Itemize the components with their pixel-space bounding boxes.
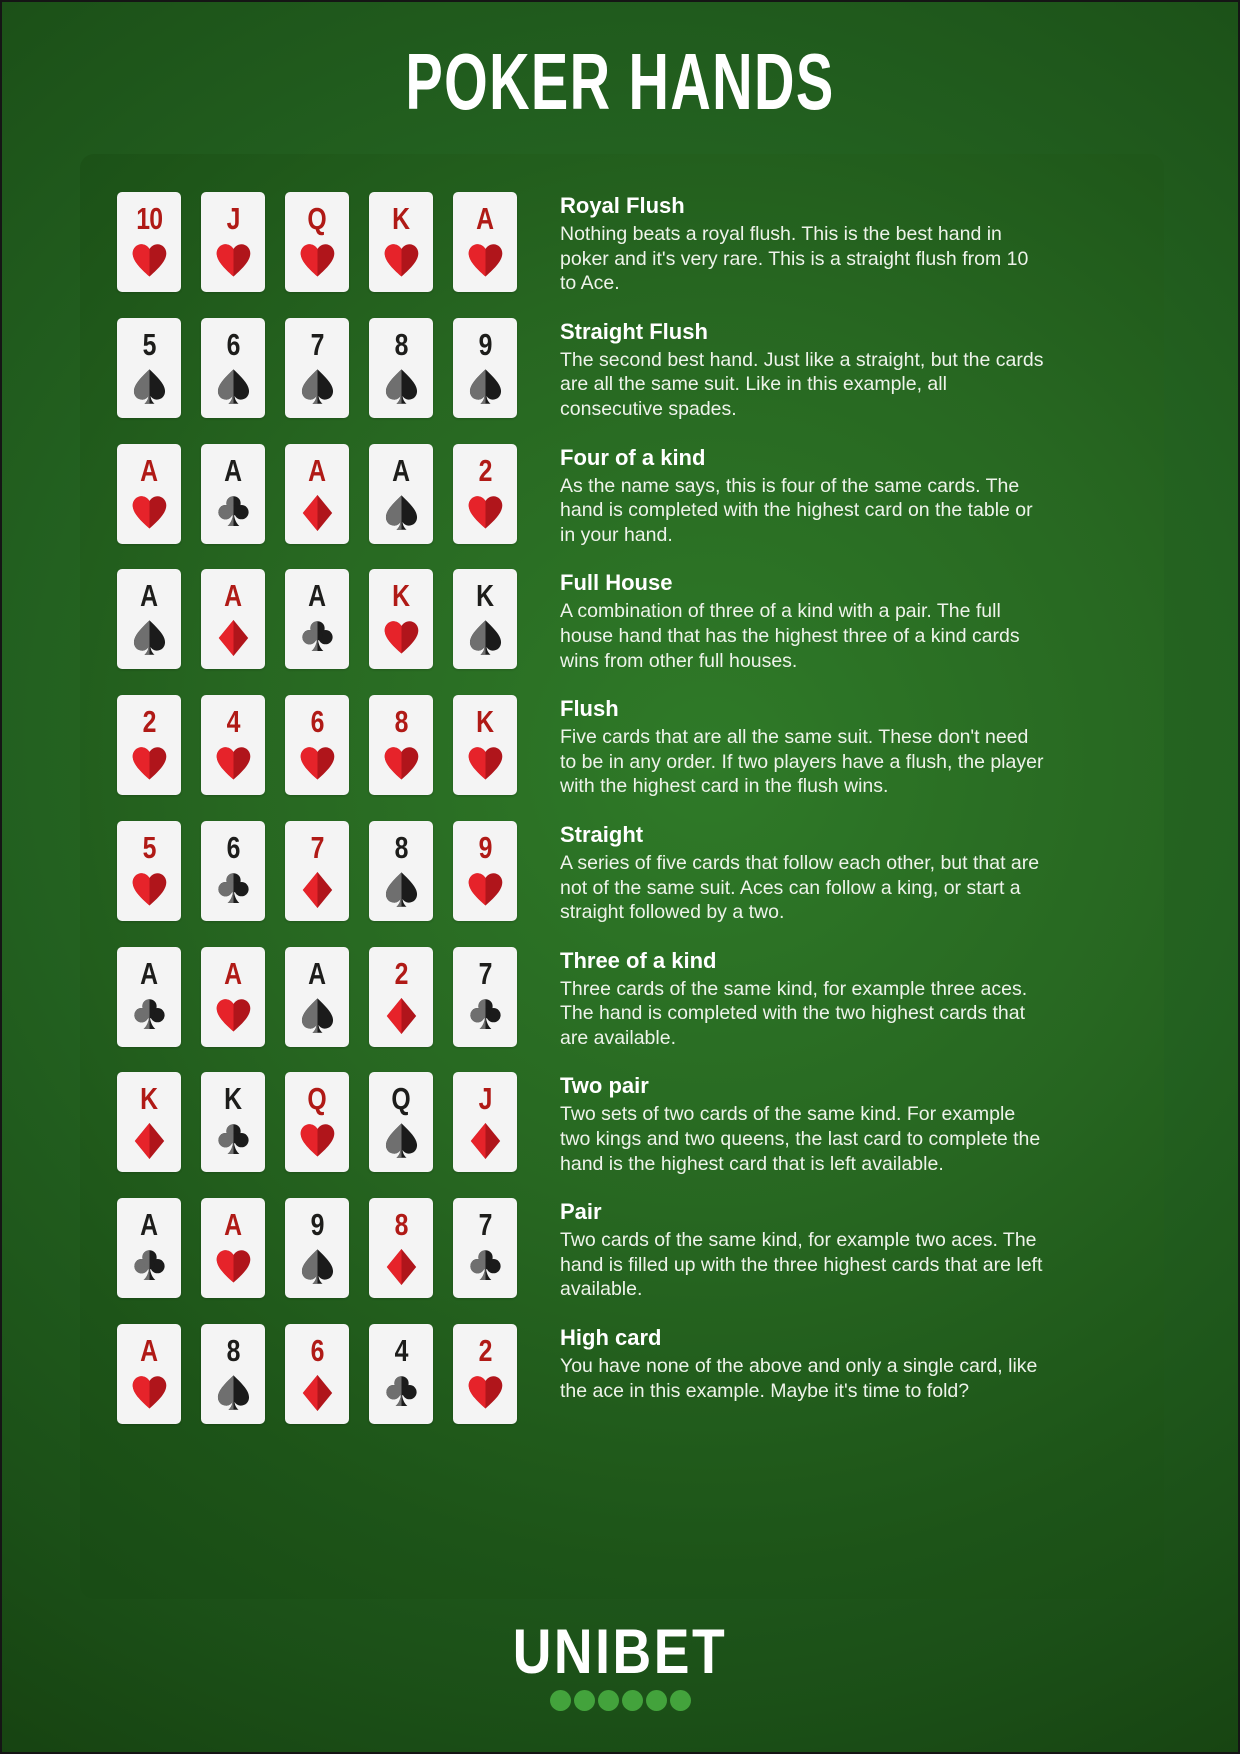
card-rank: 7: [478, 955, 492, 991]
hand-description: The second best hand. Just like a straight, but the cards are all the same suit. Like in this example, all consecutive spades.: [560, 348, 1044, 420]
card-rank: J: [478, 1081, 492, 1117]
diamond-suit-icon: [296, 1372, 339, 1414]
hand-description: You have none of the above and only a single card, like the ace in this example. Maybe it's time to fold?: [560, 1355, 1038, 1402]
page-title: POKER HANDS: [405, 37, 835, 126]
hand-description: Three cards of the same kind, for example three aces. The hand is completed with the two highest cards that are available.: [560, 977, 1028, 1049]
playing-card: [369, 318, 433, 418]
club-suit-icon: [464, 1246, 507, 1288]
card-rank: 8: [394, 1207, 408, 1243]
brand-dot-icon: [550, 1690, 571, 1711]
heart-suit-icon: [128, 492, 171, 534]
card-rank: A: [476, 201, 494, 236]
heart-suit-icon: [128, 869, 171, 911]
heart-suit-icon: [464, 240, 507, 282]
hand-text: [560, 318, 1045, 422]
heart-suit-icon: [464, 743, 507, 785]
hand-description: A series of five cards that follow each other, but that are not of the same suit. Aces can follow a king, or start a straight followed by a two.: [560, 851, 1040, 924]
hand-row: [117, 1198, 1164, 1302]
hand-cards: [117, 695, 517, 795]
card-rank: A: [140, 955, 158, 991]
playing-card: [453, 318, 517, 418]
hand-row: [117, 1072, 1164, 1176]
playing-card: [369, 947, 433, 1047]
diamond-suit-icon: [212, 617, 255, 659]
card-rank: 8: [394, 704, 408, 740]
playing-card: [453, 569, 517, 669]
card-rank: 5: [142, 326, 156, 362]
club-suit-icon: [212, 1120, 255, 1162]
playing-card: [117, 821, 181, 921]
card-rank: A: [392, 452, 410, 488]
card-rank: 6: [310, 704, 324, 740]
playing-card: [201, 821, 265, 921]
hand-row: [117, 444, 1164, 548]
diamond-suit-icon: [380, 995, 423, 1037]
playing-card: [369, 821, 433, 921]
spade-suit-icon: [380, 492, 423, 534]
playing-card: [285, 695, 349, 795]
card-rank: 2: [478, 1333, 492, 1369]
card-rank: 2: [394, 955, 408, 991]
heart-suit-icon: [128, 240, 171, 282]
hand-description: Nothing beats a royal flush. This is the best hand in poker and it's very rare. This is a straight flush from 10 to Ace.: [560, 223, 1029, 295]
playing-card: [453, 192, 517, 292]
card-rank: J: [226, 201, 240, 236]
playing-card: [201, 569, 265, 669]
playing-card: [201, 947, 265, 1047]
playing-card: [285, 444, 349, 544]
hand-name: Flush: [560, 696, 619, 722]
club-suit-icon: [212, 869, 255, 911]
hand-row: [117, 947, 1164, 1051]
heart-suit-icon: [212, 995, 255, 1037]
playing-card: [201, 1072, 265, 1172]
club-suit-icon: [212, 492, 255, 534]
hand-name: High card: [560, 1325, 662, 1351]
heart-suit-icon: [296, 743, 339, 785]
card-rank: A: [140, 1207, 158, 1243]
brand-footer: [2, 1617, 1238, 1711]
club-suit-icon: [464, 995, 507, 1037]
playing-card: [453, 821, 517, 921]
hand-name: Straight: [560, 821, 644, 847]
card-rank: A: [224, 1207, 242, 1243]
spade-suit-icon: [296, 1246, 339, 1288]
card-rank: 6: [226, 326, 240, 362]
playing-card: [201, 318, 265, 418]
card-rank: 9: [310, 1207, 324, 1243]
club-suit-icon: [296, 617, 339, 659]
heart-suit-icon: [212, 743, 255, 785]
hands-panel: [80, 154, 1164, 1599]
hand-cards: [117, 444, 517, 544]
playing-card: [453, 1072, 517, 1172]
card-rank: 7: [478, 1207, 492, 1243]
hand-description: Two sets of two cards of the same kind. For example two kings and two queens, the last card to complete the hand is the highest card that is left available.: [560, 1103, 1041, 1175]
card-rank: K: [392, 578, 410, 614]
playing-card: [285, 192, 349, 292]
hand-cards: [117, 192, 517, 292]
card-rank: 7: [310, 829, 324, 865]
hand-cards: [117, 947, 517, 1047]
hand-name: Two pair: [560, 1073, 649, 1099]
diamond-suit-icon: [464, 1120, 507, 1162]
hand-name: Full House: [560, 570, 673, 596]
hand-row: [117, 569, 1164, 673]
playing-card: [201, 1324, 265, 1424]
hand-cards: [117, 1324, 517, 1424]
spade-suit-icon: [212, 1372, 255, 1414]
playing-card: [117, 444, 181, 544]
card-rank: 2: [478, 452, 492, 488]
card-rank: 6: [310, 1333, 324, 1369]
playing-card: [117, 192, 181, 292]
playing-card: [369, 1198, 433, 1298]
card-rank: 7: [310, 326, 324, 362]
playing-card: [117, 318, 181, 418]
playing-card: [117, 947, 181, 1047]
club-suit-icon: [128, 1246, 171, 1288]
spade-suit-icon: [380, 1120, 423, 1162]
hand-text: [560, 1198, 1045, 1302]
heart-suit-icon: [212, 1246, 255, 1288]
spade-suit-icon: [380, 869, 423, 911]
hand-name: Royal Flush: [560, 193, 685, 218]
card-rank: K: [476, 578, 494, 614]
card-rank: A: [224, 578, 242, 614]
card-rank: A: [308, 452, 326, 488]
playing-card: [369, 192, 433, 292]
card-rank: 5: [142, 829, 156, 865]
hand-row: [117, 821, 1164, 925]
playing-card: [201, 1198, 265, 1298]
heart-suit-icon: [380, 240, 423, 282]
brand-dots: [2, 1690, 1238, 1711]
playing-card: [117, 1198, 181, 1298]
playing-card: [369, 1324, 433, 1424]
playing-card: [369, 569, 433, 669]
heart-suit-icon: [128, 1372, 171, 1414]
heart-suit-icon: [212, 240, 255, 282]
heart-suit-icon: [296, 1120, 339, 1162]
playing-card: [285, 821, 349, 921]
playing-card: [117, 1324, 181, 1424]
playing-card: [201, 192, 265, 292]
hand-rows: [117, 192, 1164, 1424]
playing-card: [117, 695, 181, 795]
heart-suit-icon: [464, 492, 507, 534]
card-rank: K: [476, 704, 494, 740]
playing-card: [369, 695, 433, 795]
playing-card: [453, 1324, 517, 1424]
playing-card: [201, 695, 265, 795]
hand-name: Four of a kind: [560, 444, 706, 470]
card-rank: 8: [226, 1333, 240, 1369]
brand-dot-icon: [670, 1690, 691, 1711]
brand-dot-icon: [622, 1690, 643, 1711]
hand-row: [117, 1324, 1164, 1424]
card-rank: Q: [307, 1081, 327, 1117]
club-suit-icon: [380, 1372, 423, 1414]
heart-suit-icon: [380, 743, 423, 785]
hand-description: Two cards of the same kind, for example two aces. The hand is filled up with the three highest cards that are left available.: [560, 1229, 1043, 1301]
hand-cards: [117, 569, 517, 669]
hand-name: Three of a kind: [560, 947, 717, 973]
heart-suit-icon: [128, 743, 171, 785]
card-rank: A: [308, 578, 326, 614]
hand-text: [560, 569, 1045, 673]
hand-text: [560, 192, 1045, 296]
card-rank: 4: [394, 1333, 408, 1369]
card-rank: 6: [226, 829, 240, 865]
card-rank: K: [392, 201, 410, 236]
hand-description: A combination of three of a kind with a pair. The full house hand that has the highest three of a kind cards wins from other full houses.: [560, 600, 1020, 672]
brand-dot-icon: [646, 1690, 667, 1711]
hand-cards: [117, 1072, 517, 1172]
hand-row: [117, 695, 1164, 799]
card-rank: K: [140, 1081, 158, 1117]
playing-card: [285, 1072, 349, 1172]
hand-text: [560, 444, 1045, 548]
playing-card: [285, 1324, 349, 1424]
hand-row: [117, 192, 1164, 296]
spade-suit-icon: [296, 366, 339, 408]
playing-card: [453, 695, 517, 795]
hand-row: [117, 318, 1164, 422]
brand-dot-icon: [598, 1690, 619, 1711]
hand-text: [560, 695, 1045, 799]
hand-text: [560, 1324, 1045, 1403]
card-rank: Q: [307, 201, 327, 236]
card-rank: A: [140, 1333, 158, 1369]
club-suit-icon: [128, 995, 171, 1037]
playing-card: [285, 1198, 349, 1298]
hand-text: [560, 1072, 1045, 1176]
brand-dot-icon: [574, 1690, 595, 1711]
playing-card: [117, 1072, 181, 1172]
hand-description: As the name says, this is four of the same cards. The hand is completed with the highest card on the table or in your hand.: [560, 474, 1033, 546]
card-rank: A: [308, 955, 326, 991]
card-rank: K: [224, 1081, 242, 1117]
hand-description: Five cards that are all the same suit. These don't need to be in any order. If two players have a flush, the player with the highest card in the flush wins.: [560, 726, 1044, 798]
heart-suit-icon: [464, 1372, 507, 1414]
diamond-suit-icon: [128, 1120, 171, 1162]
playing-card: [453, 947, 517, 1047]
card-rank: 4: [226, 704, 240, 740]
card-rank: 2: [142, 704, 156, 740]
card-rank: 9: [478, 829, 492, 865]
spade-suit-icon: [128, 366, 171, 408]
spade-suit-icon: [296, 995, 339, 1037]
card-rank: 9: [478, 326, 492, 362]
spade-suit-icon: [464, 617, 507, 659]
card-rank: A: [224, 955, 242, 991]
card-rank: A: [224, 452, 242, 488]
card-rank: A: [140, 452, 158, 488]
heart-suit-icon: [380, 617, 423, 659]
diamond-suit-icon: [380, 1246, 423, 1288]
hand-cards: [117, 318, 517, 418]
spade-suit-icon: [212, 366, 255, 408]
card-rank: 8: [394, 326, 408, 362]
card-rank: A: [140, 578, 158, 614]
hand-text: [560, 821, 1045, 925]
playing-card: [369, 1072, 433, 1172]
playing-card: [201, 444, 265, 544]
playing-card: [285, 318, 349, 418]
playing-card: [285, 569, 349, 669]
playing-card: [453, 1198, 517, 1298]
playing-card: [285, 947, 349, 1047]
playing-card: [117, 569, 181, 669]
hand-cards: [117, 821, 517, 921]
spade-suit-icon: [464, 366, 507, 408]
hand-name: Straight Flush: [560, 318, 708, 344]
playing-card: [453, 444, 517, 544]
spade-suit-icon: [380, 366, 423, 408]
heart-suit-icon: [296, 240, 339, 282]
hand-name: Pair: [560, 1199, 602, 1225]
spade-suit-icon: [128, 617, 171, 659]
heart-suit-icon: [464, 869, 507, 911]
playing-card: [369, 444, 433, 544]
card-rank: 8: [394, 829, 408, 865]
card-rank: 10: [135, 201, 162, 236]
diamond-suit-icon: [296, 869, 339, 911]
brand-logo: UNIBET: [512, 1617, 728, 1687]
card-rank: Q: [391, 1081, 411, 1117]
hand-cards: [117, 1198, 517, 1298]
hand-text: [560, 947, 1045, 1051]
diamond-suit-icon: [296, 492, 339, 534]
